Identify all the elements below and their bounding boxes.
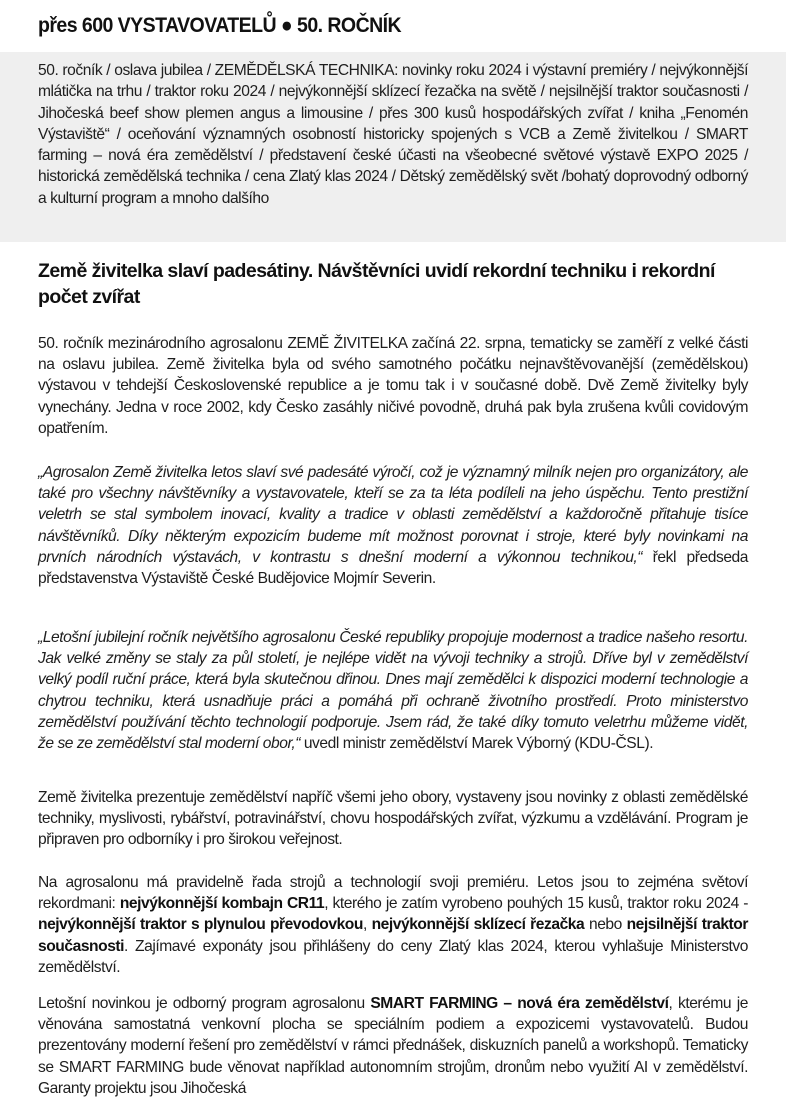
paragraph-smart-farming [38,993,748,1099]
bold-segment: nejvýkonnější traktor s plynulou převodovkou [38,916,363,934]
paragraph-intro: 50. ročník mezinárodního agrosalonu ZEMĚ ŽIVITELKA začíná 22. srpna, tematicky se zaměří z velké části na oslavu jubilea. Země živitelka byla od svého samotného počátku nejnavštěvovanější (zemědělskou) výstavou v tehdejší Československé republice a je tomu tak i v současné době. Dvě Země živitelky byly vynechány. Jedna v roce 2002, kdy Česko zasáhly ničivé povodně, druhá pak byla zrušena kvůli covidovým opatřením. [38,335,748,437]
bold-segment: nejsilnější traktor současnosti [38,916,748,955]
bold-segment: nejvýkonnější kombajn CR11 [119,895,325,913]
paragraph-quote-vyborny [38,627,748,754]
text-segment: nebo [584,916,627,934]
text-segment: , kterého je zatím vyrobeno pouhých 15 kusů, traktor roku 2024 - [324,895,748,913]
bold-segment: nejvýkonnější sklízecí řezačka [371,916,585,934]
paragraph-quote-severin [38,462,748,589]
paragraph-fields: Země živitelka prezentuje zemědělství napříč všemi jeho obory, vystaveny jsou novinky z oblasti zemědělské techniky, myslivosti, rybářství, potravinářství, chovu hospodářských zvířat, výzkumu a vzdělávání. Program je připraven pro odborníky i pro širokou veřejnost. [38,789,748,849]
highlights-box [0,52,786,242]
highlights-text: 50. ročník / oslava jubilea / ZEMĚDĚLSKÁ TECHNIKA: novinky roku 2024 i výstavní premiéry / nejvýkonnější mlátička na trhu / traktor roku 2024 / nejvýkonnější sklízecí řezačka na světě / nejsilnější traktor současnosti / Jihočeská beef show plemen angus a limousine / přes 300 kusů hospodářských zvířat / kniha „Fenomén Výstaviště“ / oceňování významných osobností historicky spojených s VCB a Země živitelkou / SMART farming – nová éra zemědělství / představení české účasti na všeobecné světové výstavě EXPO 2025 / historická zemědělská technika / cena Zlatý klas 2024 / Dětský zemědělský svět /bohatý doprovodný odborný a kulturní program a mnoho dalšího [38,62,748,207]
quote-text: „Agrosalon Země živitelka letos slaví své padesáté výročí, což je významný milník nejen pro organizátory, ale také pro všechny návštěvníky a vystavovatele, kteří se za ta léta podíleli na jeho úspěchu. Tento prestižní veletrh se stal symbolem inovací, kvality a tradice v oblasti zemědělství a každoročně přitahuje tisíce návštěvníků. Díky některým expozicím budeme mít možnost porovnat i stroje, které byly novinkami na prvních národních výstavách, v kontrastu s dnešní moderní a výkonnou technikou,“ [38,464,748,566]
paragraph-premieres [38,872,748,978]
quote-attribution: řekl předseda představenstva Výstaviště České Budějovice Mojmír Severin. [38,548,748,588]
header-title: přes 600 VYSTAVOVATELŮ ● 50. ROČNÍK [38,14,402,37]
quote-attribution: uvedl ministr zemědělství Marek Výborný (KDU-ČSL). [299,735,654,753]
quote-text: „Letošní jubilejní ročník největšího agrosalonu České republiky propojuje modernost a tradice našeho resortu. Jak velké změny se staly za půl století, je nejlépe vidět na vývoji techniky a strojů. Dříve byl v zemědělství velký podíl ruční práce, která byla skutečnou dřinou. Dnes mají zemědělci k dispozici moderní technologie a chytrou techniku, která usnadňuje práci a pomáhá při ochraně životního prostředí. Proto ministerstvo zemědělství používání těchto technologií podporuje. Jsem rád, že také díky tomuto veletrhu můžeme vidět, že se ze zemědělství stal moderní obor,“ [38,629,748,753]
text-segment: , [362,916,372,934]
bold-segment: SMART FARMING – nová éra zemědělství [370,995,669,1012]
text-segment: Na agrosalonu má pravidelně řada strojů a technologií svoji premiéru. Letos jsou to zejména světoví rekordmani: [38,874,748,913]
text-segment: , kterému je věnována samostatná venkovní plocha se speciálním podiem a expozicemi vystavovatelů. Budou prezentovány moderní řešení pro zemědělství v rámci přednášek, diskuzních panelů a workshopů. Tematicky se SMART FARMING bude věnovat například autonomním strojům, dronům nebo využití AI v zemědělství. Garanty projektu jsou Jihočeská [38,995,748,1097]
article-title: Země živitelka slaví padesátiny. Návštěvníci uvidí rekordní techniku i rekordní počet zvířat [38,260,715,308]
text-segment: . Zajímavé exponáty jsou přihlášeny do ceny Zlatý klas 2024, kterou vyhlašuje Ministerstvo zemědělství. [38,937,748,976]
text-segment: Letošní novinkou je odborný program agrosalonu [38,995,371,1012]
